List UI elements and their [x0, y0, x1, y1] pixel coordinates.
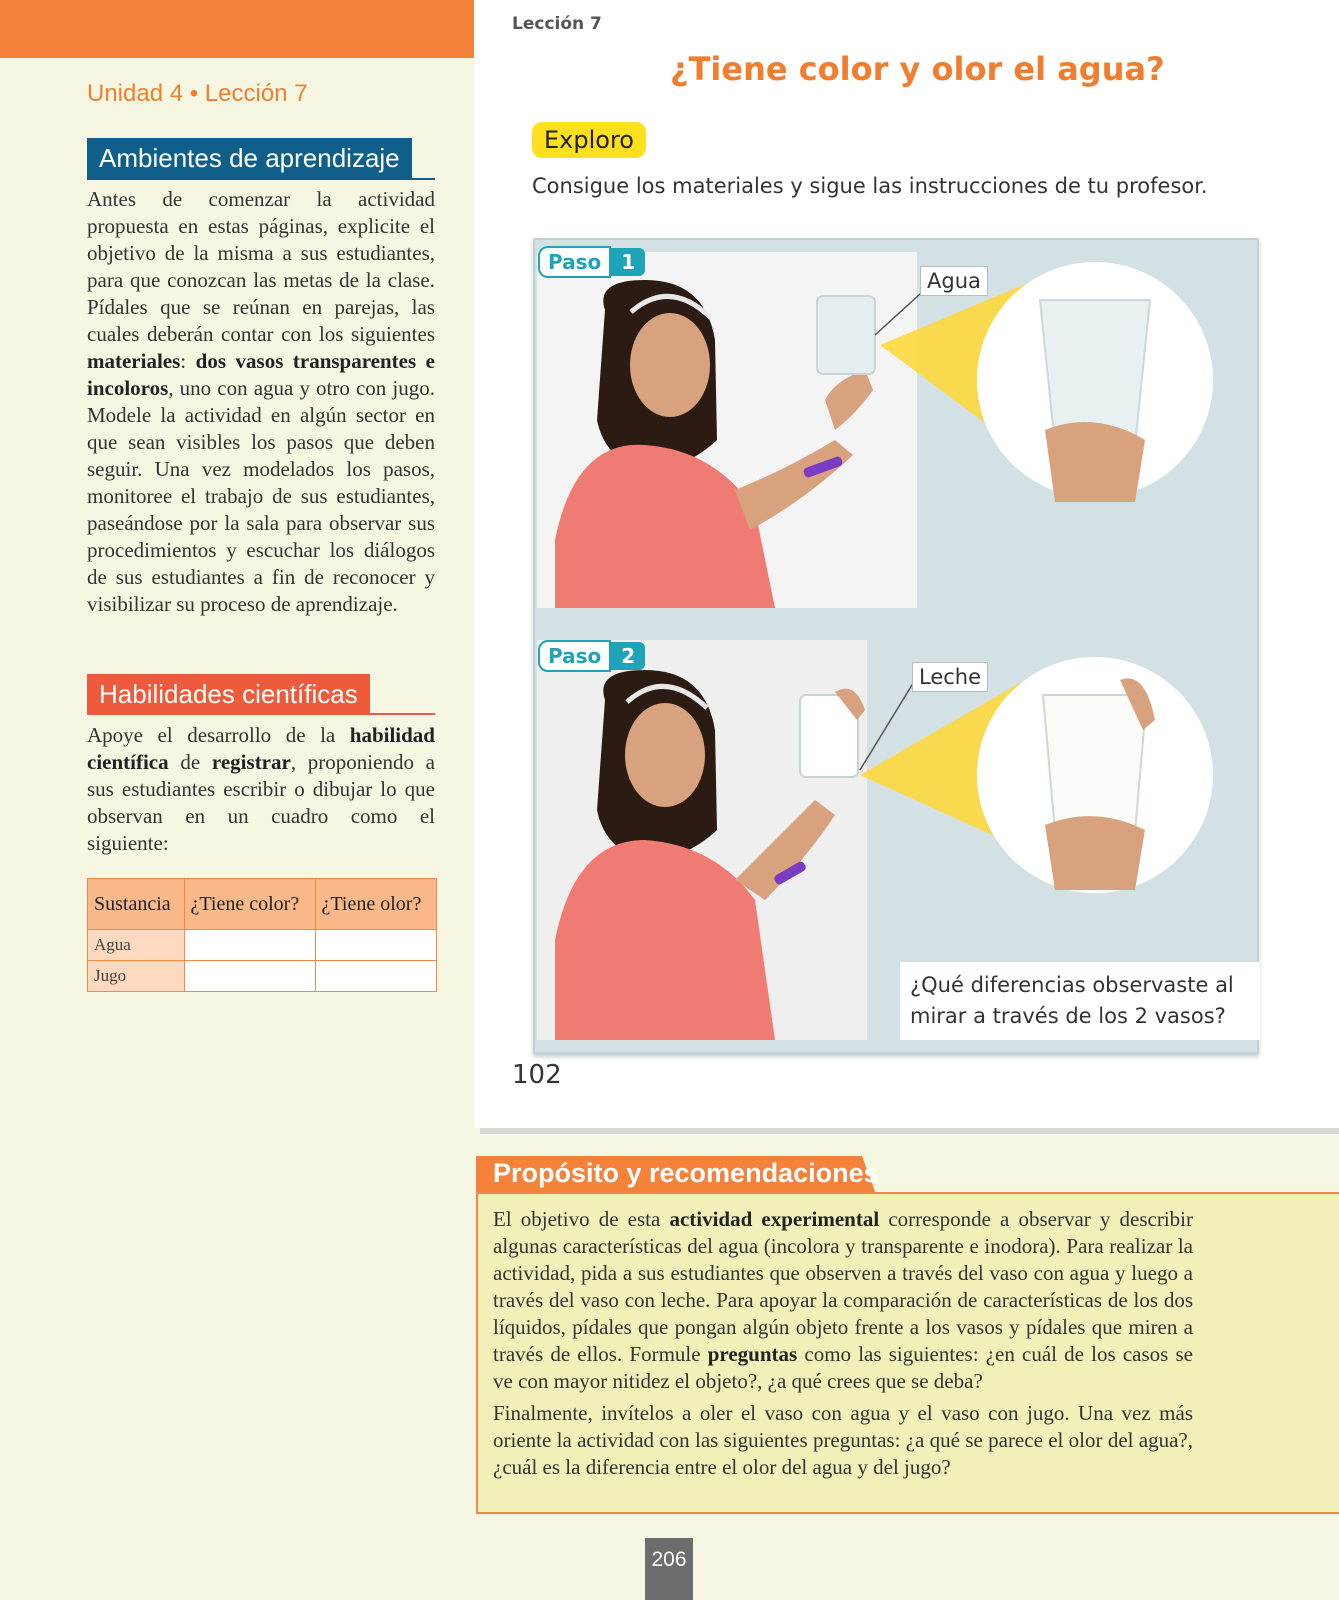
lesson-label: Lección 7 [512, 14, 602, 34]
table-row [88, 961, 437, 992]
table-row [88, 930, 437, 961]
question-callout: ¿Qué diferencias observaste al mirar a través de los 2 vasos? [900, 962, 1260, 1040]
zoomed-glass-milk [1043, 695, 1147, 832]
proposito-paragraph-2: Finalmente, invítelos a oler el vaso con agua y el vaso con jugo. Una vez más oriente la actividad con las siguientes preguntas: ¿a qué se parece el olor del agua?, ¿cuál es la diferencia entre el olor del agua y del jugo? [493, 1401, 1193, 1479]
table-cell: Agua [88, 930, 185, 961]
student-page-shadow [480, 1128, 1339, 1134]
proposito-rule [476, 1192, 1339, 1194]
table-header: Sustancia [88, 879, 185, 930]
habilidades-heading: Habilidades científicas [87, 674, 370, 714]
proposito-paragraph-1: El objetivo de esta actividad experimental corresponde a observar y describir algunas características del agua (incolora y transparente e inodora). Para realizar la actividad, pida a sus estudiantes que observen a través del vaso con agua y luego a través del vaso con leche. Para apoyar la comparación de características de los dos líquidos, pídales que pongan algún objeto frente a los vasos y pídales que miren a través de ellos. Formule preguntas como las siguientes: ¿en cuál de los casos se ve con mayor nitidez el objeto?, ¿a qué crees que se deba? [493, 1207, 1194, 1393]
unit-lesson-title: Unidad 4 • Lección 7 [87, 80, 308, 107]
ambientes-heading: Ambientes de aprendizaje [87, 138, 412, 178]
proposito-heading: Propósito y recomendaciones [493, 1158, 879, 1188]
table-cell [184, 930, 315, 961]
top-orange-band [0, 0, 474, 58]
exploro-badge: Exploro [532, 122, 646, 158]
table-cell [315, 961, 436, 992]
student-page-number: 102 [512, 1060, 562, 1090]
habilidades-paragraph: Apoye el desarrollo de la habilidad científica de registrar, proponiendo a sus estudiantes escribir o dibujar lo que observan en un cuadro como el siguiente: [87, 723, 435, 855]
ambientes-paragraph: Antes de comenzar la actividad propuesta en estas páginas, explicite el objetivo de la misma a sus estudiantes, para que conozcan las metas de la clase. Pídales que se reúnan en parejas, las cuales deberán contar con los siguientes materiales: dos vasos transparentes e incoloros, uno con agua y otro con jugo. Modele la actividad en algún sector en que sean visibles los pasos que deben seguir. Una vez modelados los pasos, monitoree el trabajo de sus estudiantes, paseándose por la sala para observar sus procedimientos y escuchar los diálogos de sus estudiantes a fin de reconocer y visibilizar su proceso de aprendizaje. [87, 187, 435, 616]
table-cell [315, 930, 436, 961]
habilidades-underline [87, 713, 435, 715]
table-header: ¿Tiene olor? [315, 879, 436, 930]
table-header-row [88, 879, 437, 930]
table-cell: Jugo [88, 961, 185, 992]
page-title: ¿Tiene color y olor el agua? [670, 50, 1165, 88]
table-cell [184, 961, 315, 992]
table-header: ¿Tiene color? [184, 879, 315, 930]
page-folio: 206 [645, 1538, 693, 1600]
ambientes-underline [87, 178, 435, 180]
paso-2-badge: Paso 2 [538, 640, 645, 672]
leche-label: Leche [912, 662, 988, 692]
paso-1-badge: Paso 1 [538, 246, 645, 278]
registro-table [87, 878, 437, 992]
instruction-text: Consigue los materiales y sigue las instrucciones de tu profesor. [532, 174, 1208, 198]
agua-label: Agua [920, 266, 988, 296]
